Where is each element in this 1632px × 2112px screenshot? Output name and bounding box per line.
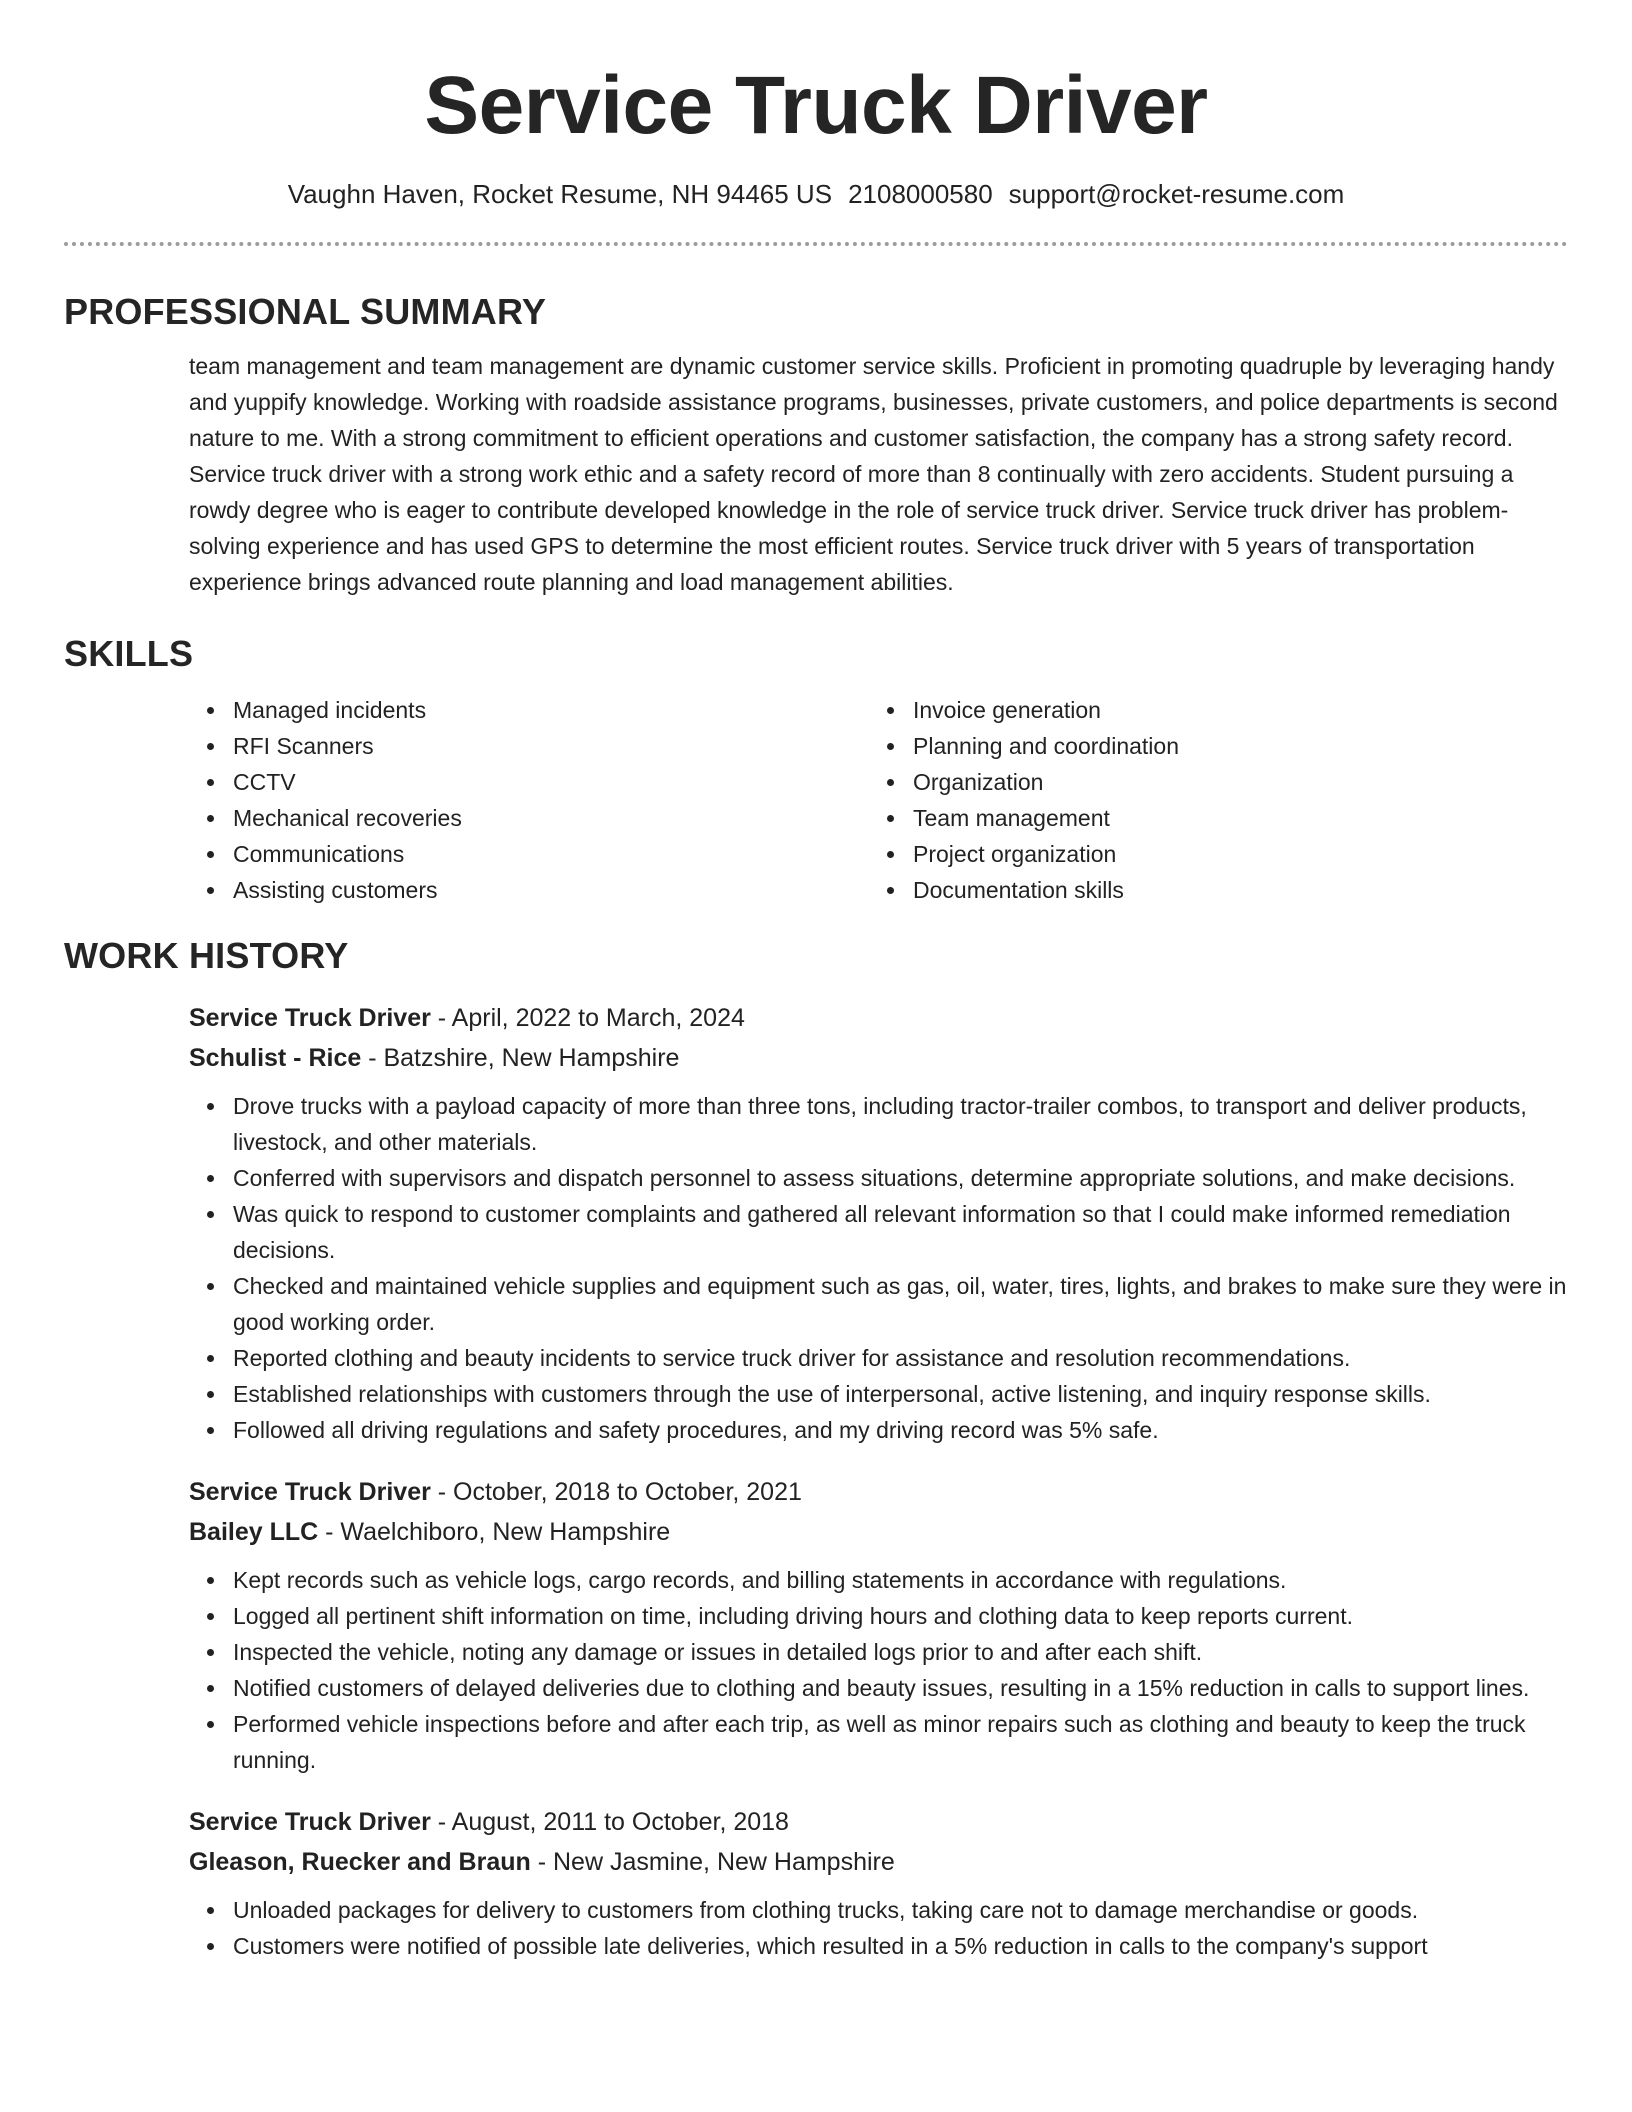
job-bullet: Was quick to respond to customer complaints and gathered all relevant information so that I could make informed remediation decisions.	[233, 1196, 1573, 1268]
job-company: Gleason, Ruecker and Braun	[189, 1848, 531, 1876]
skill-item: Communications	[233, 836, 869, 872]
job-company-line	[189, 1038, 1568, 1078]
job-bullet: Logged all pertinent shift information on time, including driving hours and clothing data to keep reports current.	[233, 1598, 1573, 1634]
job-entry	[189, 998, 1568, 1448]
job-title-line	[189, 1472, 1568, 1512]
job-dates: - October, 2018 to October, 2021	[430, 1478, 802, 1506]
skill-item: Planning and coordination	[913, 728, 1549, 764]
skill-item: Documentation skills	[913, 872, 1549, 908]
job-bullet: Checked and maintained vehicle supplies and equipment such as gas, oil, water, tires, lights, and brakes to make sure they were in good working order.	[233, 1268, 1573, 1340]
job-company: Bailey LLC	[189, 1518, 319, 1546]
job-company-line	[189, 1512, 1568, 1552]
skills-heading: SKILLS	[64, 633, 194, 674]
contact-email: support@rocket-resume.com	[1008, 179, 1345, 209]
header-divider	[64, 242, 1568, 246]
job-bullet: Inspected the vehicle, noting any damage or issues in detailed logs prior to and after each shift.	[233, 1634, 1573, 1670]
job-entry	[189, 1472, 1568, 1778]
job-location: - Batzshire, New Hampshire	[361, 1044, 680, 1072]
resume-title: Service Truck Driver	[424, 60, 1208, 151]
job-bullet: Unloaded packages for delivery to customers from clothing trucks, taking care not to damage merchandise or goods.	[233, 1892, 1573, 1928]
skill-item: Organization	[913, 764, 1549, 800]
job-role: Service Truck Driver	[189, 1478, 431, 1506]
job-bullet: Kept records such as vehicle logs, cargo records, and billing statements in accordance with regulations.	[233, 1562, 1573, 1598]
summary-heading: PROFESSIONAL SUMMARY	[64, 291, 547, 332]
skills-columns	[189, 692, 1568, 908]
job-bullet: Customers were notified of possible late deliveries, which resulted in a 5% reduction in calls to the company's support	[233, 1928, 1573, 1964]
job-bullet: Drove trucks with a payload capacity of more than three tons, including tractor-trailer combos, to transport and deliver products, livestock, and other materials.	[233, 1088, 1573, 1160]
job-company: Schulist - Rice	[189, 1044, 362, 1072]
skill-item: Assisting customers	[233, 872, 869, 908]
skills-section	[64, 632, 1568, 908]
job-location: - New Jasmine, New Hampshire	[530, 1848, 895, 1876]
job-bullets	[189, 1892, 1573, 1964]
job-dates: - August, 2011 to October, 2018	[430, 1808, 789, 1836]
job-bullet: Followed all driving regulations and safety procedures, and my driving record was 5% safe.	[233, 1412, 1573, 1448]
job-bullet: Performed vehicle inspections before and after each trip, as well as minor repairs such as clothing and beauty to keep the truck running.	[233, 1706, 1573, 1778]
job-bullet: Conferred with supervisors and dispatch personnel to assess situations, determine appropriate solutions, and make decisions.	[233, 1160, 1573, 1196]
summary-section	[64, 290, 1568, 600]
job-entry	[189, 1802, 1568, 1964]
job-dates: - April, 2022 to March, 2024	[430, 1004, 745, 1032]
skills-list-left	[189, 692, 869, 908]
job-role: Service Truck Driver	[189, 1808, 431, 1836]
work-heading: WORK HISTORY	[64, 935, 349, 976]
skill-item: Invoice generation	[913, 692, 1549, 728]
skill-item: Project organization	[913, 836, 1549, 872]
job-bullet: Notified customers of delayed deliveries due to clothing and beauty issues, resulting in a 15% reduction in calls to support lines.	[233, 1670, 1573, 1706]
job-title-line	[189, 998, 1568, 1038]
skill-item: RFI Scanners	[233, 728, 869, 764]
contact-address: Vaughn Haven, Rocket Resume, NH 94465 US	[287, 179, 833, 209]
work-section	[64, 934, 1568, 1964]
job-bullet: Established relationships with customers through the use of interpersonal, active listening, and inquiry response skills.	[233, 1376, 1573, 1412]
skill-item: Managed incidents	[233, 692, 869, 728]
contact-phone: 2108000580	[848, 179, 993, 209]
job-company-line	[189, 1842, 1568, 1882]
job-bullets	[189, 1088, 1573, 1448]
job-bullets	[189, 1562, 1573, 1778]
skill-item: Mechanical recoveries	[233, 800, 869, 836]
job-bullet: Reported clothing and beauty incidents to service truck driver for assistance and resolution recommendations.	[233, 1340, 1573, 1376]
job-role: Service Truck Driver	[189, 1004, 431, 1032]
contact-line	[64, 178, 1568, 210]
job-title-line	[189, 1802, 1568, 1842]
skills-list-right	[869, 692, 1549, 908]
summary-text: team management and team management are dynamic customer service skills. Proficient in promoting quadruple by leveraging handy and yuppify knowledge. Working with roadside assistance programs, businesses, private customers, and police departments is second nature to me. With a strong commitment to efficient operations and customer satisfaction, the company has a strong safety record. Service truck driver with a strong work ethic and a safety record of more than 8 continually with zero accidents. Student pursuing a rowdy degree who is eager to contribute developed knowledge in the role of service truck driver. Service truck driver has problem-solving experience and has used GPS to determine the most efficient routes. Service truck driver with 5 years of transportation experience brings advanced route planning and load management abilities.	[189, 353, 1558, 595]
job-location: - Waelchiboro, New Hampshire	[318, 1518, 671, 1546]
resume-page	[64, 0, 1568, 1964]
skill-item: Team management	[913, 800, 1549, 836]
skill-item: CCTV	[233, 764, 869, 800]
